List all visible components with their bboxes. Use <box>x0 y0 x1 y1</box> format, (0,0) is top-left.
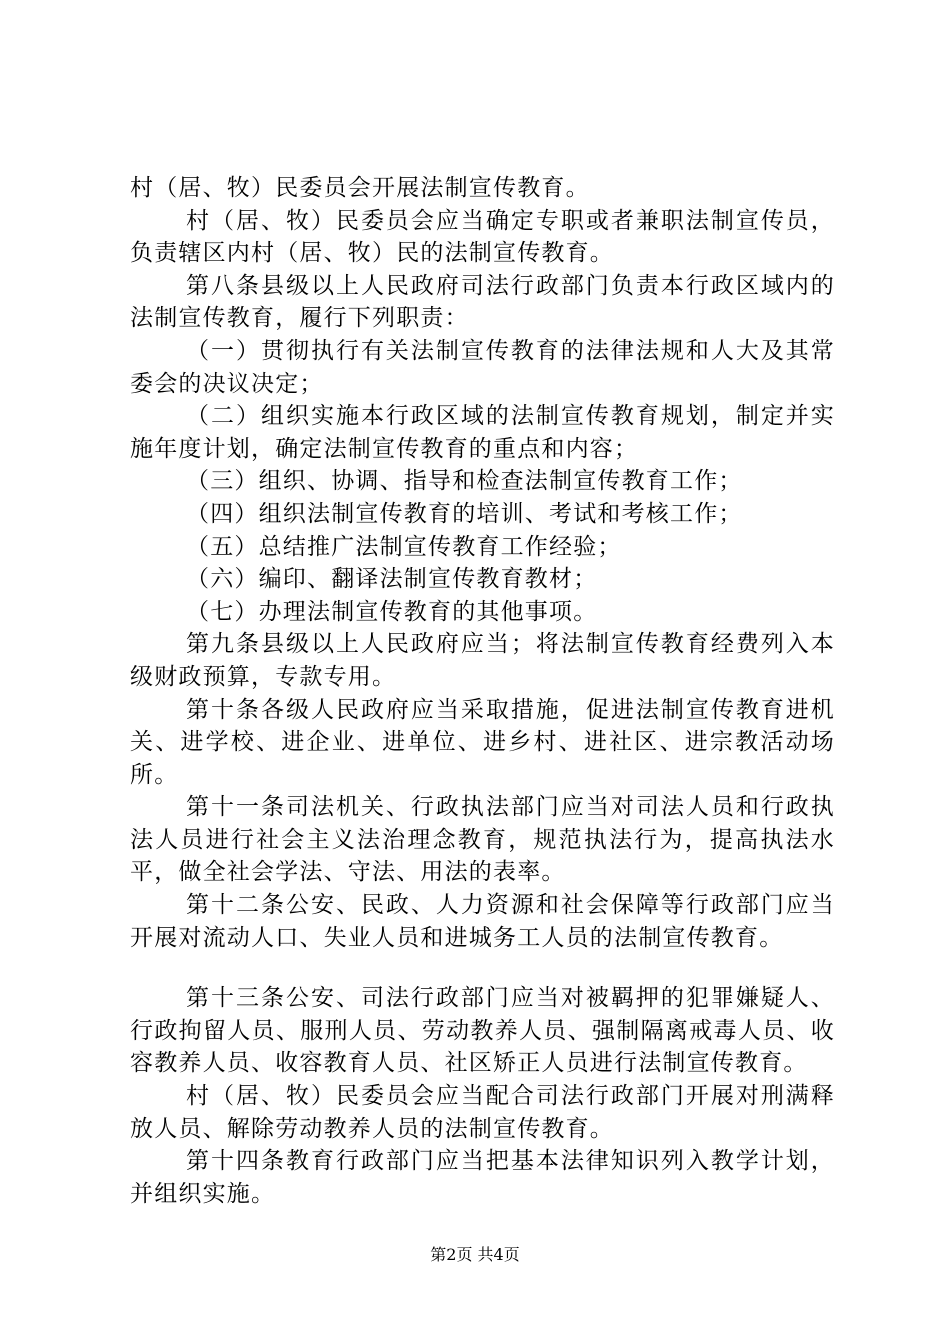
paragraph: 村（居、牧）民委员会应当配合司法行政部门开展对刑满释放人员、解除劳动教养人员的法制宣传教育。 <box>130 1083 835 1142</box>
paragraph: （七）办理法制宣传教育的其他事项。 <box>186 598 598 625</box>
paragraph: 第十条各级人民政府应当采取措施，促进法制宣传教育进机关、进学校、进企业、进单位、进乡村、进社区、进宗教活动场所。 <box>130 696 835 788</box>
paragraph: 第八条县级以上人民政府司法行政部门负责本行政区域内的法制宣传教育，履行下列职责： <box>130 272 835 332</box>
paragraph: 第十一条司法机关、行政执法部门应当对司法人员和行政执法人员进行社会主义法治理念教育，规范执法行为，提高执法水平，做全社会学法、守法、用法的表率。 <box>130 794 835 886</box>
paragraph: 村（居、牧）民委员会开展法制宣传教育。 <box>130 175 590 201</box>
paragraph: （二）组织实施本行政区域的法制宣传教育规划，制定并实施年度计划，确定法制宣传教育的重点和内容； <box>130 403 835 462</box>
paragraph: （六）编印、翻译法制宣传教育教材； <box>186 566 598 593</box>
paragraph: 第九条县级以上人民政府应当；将法制宣传教育经费列入本级财政预算，专款专用。 <box>130 631 835 690</box>
paragraph: 第十二条公安、民政、人力资源和社会保障等行政部门应当开展对流动人口、失业人员和进城务工人员的法制宣传教育。 <box>130 892 835 951</box>
paragraph: 第十三条公安、司法行政部门应当对被羁押的犯罪嫌疑人、行政拘留人员、服刑人员、劳动教养人员、强制隔离戒毒人员、收容教养人员、收容教育人员、社区矫正人员进行法制宣传教育。 <box>130 985 835 1077</box>
paragraph: （一）贯彻执行有关法制宣传教育的法律法规和人大及其常委会的决议决定； <box>130 337 835 397</box>
paragraph: （三）组织、协调、指导和检查法制宣传教育工作； <box>186 468 743 495</box>
document-body <box>130 172 835 1210</box>
paragraph-spacer <box>130 954 835 982</box>
paragraph: （四）组织法制宣传教育的培训、考试和考核工作； <box>186 500 743 527</box>
page-footer: 第2页 共4页 <box>430 1245 520 1264</box>
paragraph: 第十四条教育行政部门应当把基本法律知识列入教学计划，并组织实施。 <box>130 1148 835 1207</box>
paragraph: 村（居、牧）民委员会应当确定专职或者兼职法制宣传员，负责辖区内村（居、牧）民的法制宣传教育。 <box>130 207 835 267</box>
paragraph: （五）总结推广法制宣传教育工作经验； <box>186 533 622 560</box>
